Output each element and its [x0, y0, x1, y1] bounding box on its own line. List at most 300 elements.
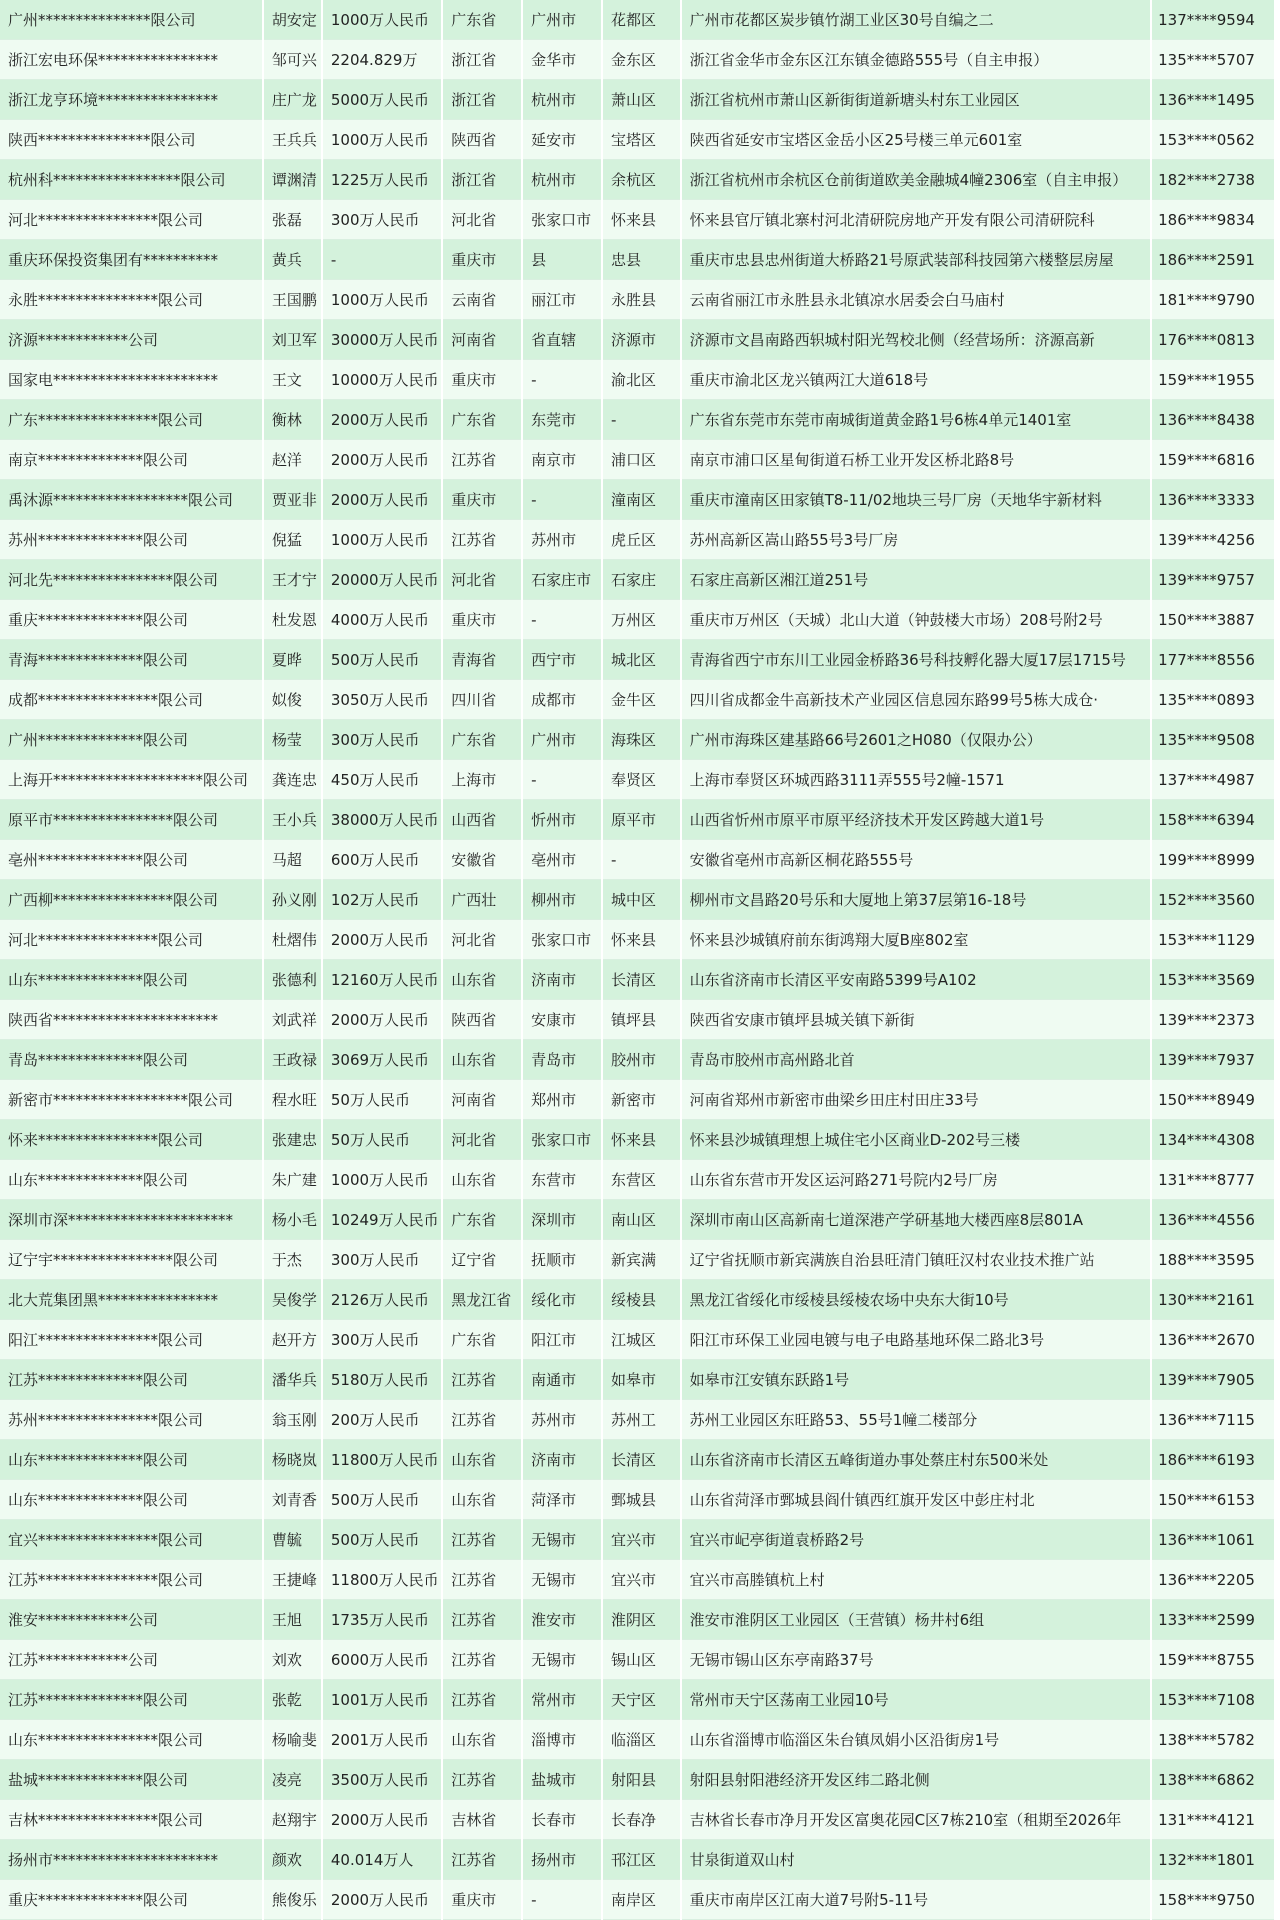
- address-cell: 重庆市万州区（天城）北山大道（钟鼓楼大市场）208号附2号: [681, 600, 1152, 640]
- capital-cell: 6000万人民币: [322, 1640, 442, 1680]
- province-cell: 山东省: [442, 1720, 522, 1760]
- table-row: [0, 640, 1274, 680]
- phone-cell: 137****4987: [1151, 760, 1274, 800]
- address-cell: 宜兴市高塍镇杭上村: [681, 1560, 1152, 1600]
- city-cell: 淄博市: [522, 1720, 602, 1760]
- table-row: [0, 1360, 1274, 1400]
- legal-rep-cell: 王捷峰: [263, 1560, 322, 1600]
- table-row: [0, 1200, 1274, 1240]
- province-cell: 山东省: [442, 960, 522, 1000]
- table-row: [0, 800, 1274, 840]
- legal-rep-cell: 王国鹏: [263, 280, 322, 320]
- table-row: [0, 960, 1274, 1000]
- district-cell: 江城区: [602, 1320, 681, 1360]
- capital-cell: 3069万人民币: [322, 1040, 442, 1080]
- company-name-cell: 怀来****************限公司: [0, 1120, 263, 1160]
- city-cell: -: [522, 360, 602, 400]
- legal-rep-cell: 刘欢: [263, 1640, 322, 1680]
- company-name-cell: 河北先****************限公司: [0, 560, 263, 600]
- phone-cell: 152****3560: [1151, 880, 1274, 920]
- company-name-cell: 国家电**********************: [0, 360, 263, 400]
- province-cell: 辽宁省: [442, 1240, 522, 1280]
- legal-rep-cell: 贾亚非: [263, 480, 322, 520]
- district-cell: 余杭区: [602, 160, 681, 200]
- legal-rep-cell: 王兵兵: [263, 120, 322, 160]
- city-cell: 苏州市: [522, 520, 602, 560]
- phone-cell: 138****6862: [1151, 1760, 1274, 1800]
- province-cell: 陕西省: [442, 120, 522, 160]
- phone-cell: 137****9594: [1151, 0, 1274, 40]
- district-cell: 怀来县: [602, 920, 681, 960]
- phone-cell: 136****2670: [1151, 1320, 1274, 1360]
- company-name-cell: 深圳市深**********************: [0, 1200, 263, 1240]
- province-cell: 陕西省: [442, 1000, 522, 1040]
- city-cell: 杭州市: [522, 160, 602, 200]
- district-cell: 锡山区: [602, 1640, 681, 1680]
- company-name-cell: 亳州**************限公司: [0, 840, 263, 880]
- legal-rep-cell: 杨喻斐: [263, 1720, 322, 1760]
- phone-cell: 136****2205: [1151, 1560, 1274, 1600]
- province-cell: 江苏省: [442, 1640, 522, 1680]
- capital-cell: 5000万人民币: [322, 80, 442, 120]
- capital-cell: 500万人民币: [322, 1480, 442, 1520]
- legal-rep-cell: 吴俊学: [263, 1280, 322, 1320]
- phone-cell: 135****9508: [1151, 720, 1274, 760]
- address-cell: 云南省丽江市永胜县永北镇凉水居委会白马庙村: [681, 280, 1152, 320]
- address-cell: 苏州高新区嵩山路55号3号厂房: [681, 520, 1152, 560]
- table-row: [0, 200, 1274, 240]
- district-cell: 金东区: [602, 40, 681, 80]
- province-cell: 山东省: [442, 1040, 522, 1080]
- address-cell: 安徽省亳州市高新区桐花路555号: [681, 840, 1152, 880]
- legal-rep-cell: 邹可兴: [263, 40, 322, 80]
- capital-cell: 1000万人民币: [322, 280, 442, 320]
- phone-cell: 136****7115: [1151, 1400, 1274, 1440]
- city-cell: 济南市: [522, 960, 602, 1000]
- table-row: [0, 1560, 1274, 1600]
- address-cell: 陕西省安康市镇坪县城关镇下新街: [681, 1000, 1152, 1040]
- table-row: [0, 1840, 1274, 1880]
- province-cell: 河北省: [442, 560, 522, 600]
- legal-rep-cell: 姒俊: [263, 680, 322, 720]
- company-name-cell: 新密市******************限公司: [0, 1080, 263, 1120]
- capital-cell: 102万人民币: [322, 880, 442, 920]
- province-cell: 河北省: [442, 920, 522, 960]
- address-cell: 阳江市环保工业园电镀与电子电路基地环保二路北3号: [681, 1320, 1152, 1360]
- address-cell: 无锡市锡山区东亭南路37号: [681, 1640, 1152, 1680]
- district-cell: 射阳县: [602, 1760, 681, 1800]
- address-cell: 重庆市南岸区江南大道7号附5-11号: [681, 1880, 1152, 1920]
- city-cell: 抚顺市: [522, 1240, 602, 1280]
- legal-rep-cell: 赵开方: [263, 1320, 322, 1360]
- district-cell: 新宾满: [602, 1240, 681, 1280]
- legal-rep-cell: 颜欢: [263, 1840, 322, 1880]
- table-row: [0, 1040, 1274, 1080]
- company-name-cell: 山东**************限公司: [0, 1440, 263, 1480]
- table-row: [0, 40, 1274, 80]
- province-cell: 广东省: [442, 720, 522, 760]
- legal-rep-cell: 杨莹: [263, 720, 322, 760]
- table-row: [0, 720, 1274, 760]
- city-cell: 张家口市: [522, 920, 602, 960]
- company-name-cell: 禹沐源******************限公司: [0, 480, 263, 520]
- company-name-cell: 陕西省**********************: [0, 1000, 263, 1040]
- address-cell: 四川省成都金牛高新技术产业园区信息园东路99号5栋大成仓·: [681, 680, 1152, 720]
- table-row: [0, 1400, 1274, 1440]
- table-row: [0, 160, 1274, 200]
- capital-cell: 1001万人民币: [322, 1680, 442, 1720]
- city-cell: 东营市: [522, 1160, 602, 1200]
- legal-rep-cell: 潘华兵: [263, 1360, 322, 1400]
- province-cell: 吉林省: [442, 1800, 522, 1840]
- phone-cell: 159****6816: [1151, 440, 1274, 480]
- district-cell: 忠县: [602, 240, 681, 280]
- table-row: [0, 840, 1274, 880]
- address-cell: 怀来县沙城镇府前东街鸿翔大厦B座802室: [681, 920, 1152, 960]
- table-row: [0, 1760, 1274, 1800]
- province-cell: 广东省: [442, 400, 522, 440]
- capital-cell: 300万人民币: [322, 1240, 442, 1280]
- company-name-cell: 广东****************限公司: [0, 400, 263, 440]
- province-cell: 江苏省: [442, 1600, 522, 1640]
- table-row: [0, 1680, 1274, 1720]
- city-cell: 扬州市: [522, 1840, 602, 1880]
- table-row: [0, 480, 1274, 520]
- address-cell: 如皋市江安镇东跃路1号: [681, 1360, 1152, 1400]
- city-cell: 延安市: [522, 120, 602, 160]
- district-cell: 绥棱县: [602, 1280, 681, 1320]
- province-cell: 山西省: [442, 800, 522, 840]
- city-cell: 县: [522, 240, 602, 280]
- phone-cell: 186****9834: [1151, 200, 1274, 240]
- province-cell: 重庆市: [442, 1880, 522, 1920]
- company-name-cell: 陕西***************限公司: [0, 120, 263, 160]
- table-row: [0, 440, 1274, 480]
- legal-rep-cell: 谭渊清: [263, 160, 322, 200]
- company-name-cell: 广州**************限公司: [0, 720, 263, 760]
- company-name-cell: 广西柳****************限公司: [0, 880, 263, 920]
- province-cell: 广东省: [442, 0, 522, 40]
- table-row: [0, 120, 1274, 160]
- table-row: [0, 280, 1274, 320]
- city-cell: 张家口市: [522, 200, 602, 240]
- capital-cell: 3500万人民币: [322, 1760, 442, 1800]
- province-cell: 山东省: [442, 1160, 522, 1200]
- phone-cell: 153****0562: [1151, 120, 1274, 160]
- capital-cell: 4000万人民币: [322, 600, 442, 640]
- district-cell: 新密市: [602, 1080, 681, 1120]
- capital-cell: 500万人民币: [322, 1520, 442, 1560]
- address-cell: 苏州工业园区东旺路53、55号1幢二楼部分: [681, 1400, 1152, 1440]
- address-cell: 石家庄高新区湘江道251号: [681, 560, 1152, 600]
- city-cell: 绥化市: [522, 1280, 602, 1320]
- province-cell: 浙江省: [442, 80, 522, 120]
- district-cell: 宜兴市: [602, 1520, 681, 1560]
- phone-cell: 135****5707: [1151, 40, 1274, 80]
- district-cell: 宝塔区: [602, 120, 681, 160]
- company-name-cell: 重庆**************限公司: [0, 1880, 263, 1920]
- address-cell: 浙江省杭州市萧山区新街街道新塘头村东工业园区: [681, 80, 1152, 120]
- legal-rep-cell: 王旭: [263, 1600, 322, 1640]
- company-name-cell: 阳江****************限公司: [0, 1320, 263, 1360]
- address-cell: 浙江省杭州市余杭区仓前街道欧美金融城4幢2306室（自主申报）: [681, 160, 1152, 200]
- capital-cell: 2000万人民币: [322, 1000, 442, 1040]
- district-cell: 怀来县: [602, 200, 681, 240]
- city-cell: 石家庄市: [522, 560, 602, 600]
- province-cell: 广东省: [442, 1320, 522, 1360]
- capital-cell: 38000万人民币: [322, 800, 442, 840]
- province-cell: 广西壮: [442, 880, 522, 920]
- province-cell: 山东省: [442, 1480, 522, 1520]
- province-cell: 江苏省: [442, 1360, 522, 1400]
- phone-cell: 132****1801: [1151, 1840, 1274, 1880]
- legal-rep-cell: 庄广龙: [263, 80, 322, 120]
- district-cell: 城中区: [602, 880, 681, 920]
- district-cell: 长清区: [602, 960, 681, 1000]
- capital-cell: 10000万人民币: [322, 360, 442, 400]
- phone-cell: 159****8755: [1151, 1640, 1274, 1680]
- legal-rep-cell: 凌亮: [263, 1760, 322, 1800]
- company-name-cell: 山东**************限公司: [0, 1480, 263, 1520]
- city-cell: 盐城市: [522, 1760, 602, 1800]
- district-cell: 鄄城县: [602, 1480, 681, 1520]
- district-cell: 临淄区: [602, 1720, 681, 1760]
- city-cell: -: [522, 600, 602, 640]
- legal-rep-cell: 朱广建: [263, 1160, 322, 1200]
- address-cell: 甘泉街道双山村: [681, 1840, 1152, 1880]
- district-cell: 天宁区: [602, 1680, 681, 1720]
- capital-cell: 300万人民币: [322, 200, 442, 240]
- address-cell: 重庆市渝北区龙兴镇两江大道618号: [681, 360, 1152, 400]
- phone-cell: 186****6193: [1151, 1440, 1274, 1480]
- capital-cell: 1735万人民币: [322, 1600, 442, 1640]
- district-cell: 邗江区: [602, 1840, 681, 1880]
- address-cell: 上海市奉贤区环城西路3111弄555号2幢-1571: [681, 760, 1152, 800]
- address-cell: 山东省济南市长清区五峰街道办事处蔡庄村东500米处: [681, 1440, 1152, 1480]
- city-cell: -: [522, 480, 602, 520]
- company-name-cell: 辽宁宇****************限公司: [0, 1240, 263, 1280]
- province-cell: 四川省: [442, 680, 522, 720]
- phone-cell: 153****1129: [1151, 920, 1274, 960]
- capital-cell: 200万人民币: [322, 1400, 442, 1440]
- city-cell: 无锡市: [522, 1520, 602, 1560]
- legal-rep-cell: 杨小毛: [263, 1200, 322, 1240]
- capital-cell: 450万人民币: [322, 760, 442, 800]
- phone-cell: 177****8556: [1151, 640, 1274, 680]
- address-cell: 山西省忻州市原平市原平经济技术开发区跨越大道1号: [681, 800, 1152, 840]
- legal-rep-cell: 马超: [263, 840, 322, 880]
- company-name-cell: 杭州科*****************限公司: [0, 160, 263, 200]
- city-cell: 长春市: [522, 1800, 602, 1840]
- company-name-cell: 淮安************公司: [0, 1600, 263, 1640]
- company-name-cell: 上海开********************限公司: [0, 760, 263, 800]
- address-cell: 射阳县射阳港经济开发区纬二路北侧: [681, 1760, 1152, 1800]
- phone-cell: 159****1955: [1151, 360, 1274, 400]
- table-row: [0, 1800, 1274, 1840]
- phone-cell: 139****7937: [1151, 1040, 1274, 1080]
- address-cell: 青海省西宁市东川工业园金桥路36号科技孵化器大厦17层1715号: [681, 640, 1152, 680]
- district-cell: 永胜县: [602, 280, 681, 320]
- phone-cell: 176****0813: [1151, 320, 1274, 360]
- legal-rep-cell: 黄兵: [263, 240, 322, 280]
- table-row: [0, 1520, 1274, 1560]
- table-row: [0, 1600, 1274, 1640]
- table-row: [0, 520, 1274, 560]
- capital-cell: 11800万人民币: [322, 1560, 442, 1600]
- table-row: [0, 1120, 1274, 1160]
- province-cell: 江苏省: [442, 1840, 522, 1880]
- company-name-cell: 扬州市**********************: [0, 1840, 263, 1880]
- address-cell: 重庆市潼南区田家镇T8-11/02地块三号厂房（天地华宇新材料: [681, 480, 1152, 520]
- province-cell: 河南省: [442, 320, 522, 360]
- province-cell: 重庆市: [442, 360, 522, 400]
- table-row: [0, 1000, 1274, 1040]
- capital-cell: 2000万人民币: [322, 480, 442, 520]
- legal-rep-cell: 程水旺: [263, 1080, 322, 1120]
- phone-cell: 153****3569: [1151, 960, 1274, 1000]
- province-cell: 浙江省: [442, 40, 522, 80]
- city-cell: 丽江市: [522, 280, 602, 320]
- district-cell: 济源市: [602, 320, 681, 360]
- city-cell: 金华市: [522, 40, 602, 80]
- company-name-cell: 广州***************限公司: [0, 0, 263, 40]
- province-cell: 上海市: [442, 760, 522, 800]
- phone-cell: 153****7108: [1151, 1680, 1274, 1720]
- company-name-cell: 江苏**************限公司: [0, 1360, 263, 1400]
- phone-cell: 150****8949: [1151, 1080, 1274, 1120]
- capital-cell: 40.014万人: [322, 1840, 442, 1880]
- legal-rep-cell: 王才宁: [263, 560, 322, 600]
- company-name-cell: 山东**************限公司: [0, 1160, 263, 1200]
- province-cell: 江苏省: [442, 520, 522, 560]
- phone-cell: 134****4308: [1151, 1120, 1274, 1160]
- city-cell: 省直辖: [522, 320, 602, 360]
- city-cell: 南通市: [522, 1360, 602, 1400]
- city-cell: 菏泽市: [522, 1480, 602, 1520]
- district-cell: 万州区: [602, 600, 681, 640]
- company-name-cell: 河北****************限公司: [0, 920, 263, 960]
- legal-rep-cell: 胡安定: [263, 0, 322, 40]
- city-cell: 广州市: [522, 720, 602, 760]
- province-cell: 广东省: [442, 1200, 522, 1240]
- table-row: [0, 360, 1274, 400]
- district-cell: 如皋市: [602, 1360, 681, 1400]
- province-cell: 安徽省: [442, 840, 522, 880]
- province-cell: 山东省: [442, 1440, 522, 1480]
- phone-cell: 136****3333: [1151, 480, 1274, 520]
- legal-rep-cell: 于杰: [263, 1240, 322, 1280]
- phone-cell: 158****9750: [1151, 1880, 1274, 1920]
- capital-cell: 1000万人民币: [322, 1160, 442, 1200]
- phone-cell: 131****8777: [1151, 1160, 1274, 1200]
- phone-cell: 130****2161: [1151, 1280, 1274, 1320]
- address-cell: 山东省菏泽市鄄城县阎什镇西红旗开发区中彭庄村北: [681, 1480, 1152, 1520]
- capital-cell: 50万人民币: [322, 1080, 442, 1120]
- table-row: [0, 560, 1274, 600]
- table-row: [0, 1080, 1274, 1120]
- city-cell: 郑州市: [522, 1080, 602, 1120]
- company-name-cell: 南京**************限公司: [0, 440, 263, 480]
- province-cell: 重庆市: [442, 240, 522, 280]
- table-row: [0, 0, 1274, 40]
- city-cell: 张家口市: [522, 1120, 602, 1160]
- province-cell: 江苏省: [442, 1680, 522, 1720]
- province-cell: 重庆市: [442, 480, 522, 520]
- phone-cell: 133****2599: [1151, 1600, 1274, 1640]
- capital-cell: 50万人民币: [322, 1120, 442, 1160]
- city-cell: 青岛市: [522, 1040, 602, 1080]
- company-name-cell: 青岛**************限公司: [0, 1040, 263, 1080]
- city-cell: 苏州市: [522, 1400, 602, 1440]
- phone-cell: 136****1061: [1151, 1520, 1274, 1560]
- legal-rep-cell: 张建忠: [263, 1120, 322, 1160]
- city-cell: 南京市: [522, 440, 602, 480]
- province-cell: 青海省: [442, 640, 522, 680]
- district-cell: 萧山区: [602, 80, 681, 120]
- table-row: [0, 1640, 1274, 1680]
- address-cell: 辽宁省抚顺市新宾满族自治县旺清门镇旺汉村农业技术推广站: [681, 1240, 1152, 1280]
- province-cell: 浙江省: [442, 160, 522, 200]
- phone-cell: 139****9757: [1151, 560, 1274, 600]
- district-cell: 海珠区: [602, 720, 681, 760]
- table-row: [0, 920, 1274, 960]
- legal-rep-cell: 孙义刚: [263, 880, 322, 920]
- district-cell: 怀来县: [602, 1120, 681, 1160]
- legal-rep-cell: 翁玉刚: [263, 1400, 322, 1440]
- phone-cell: 131****4121: [1151, 1800, 1274, 1840]
- company-name-cell: 青海**************限公司: [0, 640, 263, 680]
- phone-cell: 139****7905: [1151, 1360, 1274, 1400]
- district-cell: -: [602, 400, 681, 440]
- company-name-cell: 苏州**************限公司: [0, 520, 263, 560]
- district-cell: 东营区: [602, 1160, 681, 1200]
- capital-cell: 3050万人民币: [322, 680, 442, 720]
- table-row: [0, 80, 1274, 120]
- address-cell: 广州市花都区炭步镇竹湖工业区30号自编之二: [681, 0, 1152, 40]
- city-cell: 深圳市: [522, 1200, 602, 1240]
- legal-rep-cell: 倪猛: [263, 520, 322, 560]
- city-cell: 广州市: [522, 0, 602, 40]
- address-cell: 怀来县沙城镇理想上城住宅小区商业D-202号三楼: [681, 1120, 1152, 1160]
- company-name-cell: 苏州****************限公司: [0, 1400, 263, 1440]
- table-row: [0, 320, 1274, 360]
- address-cell: 黑龙江省绥化市绥棱县绥棱农场中央东大街10号: [681, 1280, 1152, 1320]
- phone-cell: 182****2738: [1151, 160, 1274, 200]
- company-name-cell: 济源************公司: [0, 320, 263, 360]
- legal-rep-cell: 王小兵: [263, 800, 322, 840]
- district-cell: 渝北区: [602, 360, 681, 400]
- legal-rep-cell: 杜发恩: [263, 600, 322, 640]
- table-row: [0, 680, 1274, 720]
- capital-cell: 2000万人民币: [322, 1880, 442, 1920]
- company-name-cell: 盐城**************限公司: [0, 1760, 263, 1800]
- city-cell: 阳江市: [522, 1320, 602, 1360]
- city-cell: 无锡市: [522, 1640, 602, 1680]
- table-row: [0, 1280, 1274, 1320]
- company-name-cell: 河北****************限公司: [0, 200, 263, 240]
- company-name-cell: 永胜****************限公司: [0, 280, 263, 320]
- capital-cell: 2000万人民币: [322, 920, 442, 960]
- district-cell: 南岸区: [602, 1880, 681, 1920]
- legal-rep-cell: 熊俊乐: [263, 1880, 322, 1920]
- table-row: [0, 400, 1274, 440]
- capital-cell: 20000万人民币: [322, 560, 442, 600]
- city-cell: 济南市: [522, 1440, 602, 1480]
- phone-cell: 150****6153: [1151, 1480, 1274, 1520]
- company-name-cell: 北大荒集团黑****************: [0, 1280, 263, 1320]
- district-cell: 宜兴市: [602, 1560, 681, 1600]
- legal-rep-cell: 张乾: [263, 1680, 322, 1720]
